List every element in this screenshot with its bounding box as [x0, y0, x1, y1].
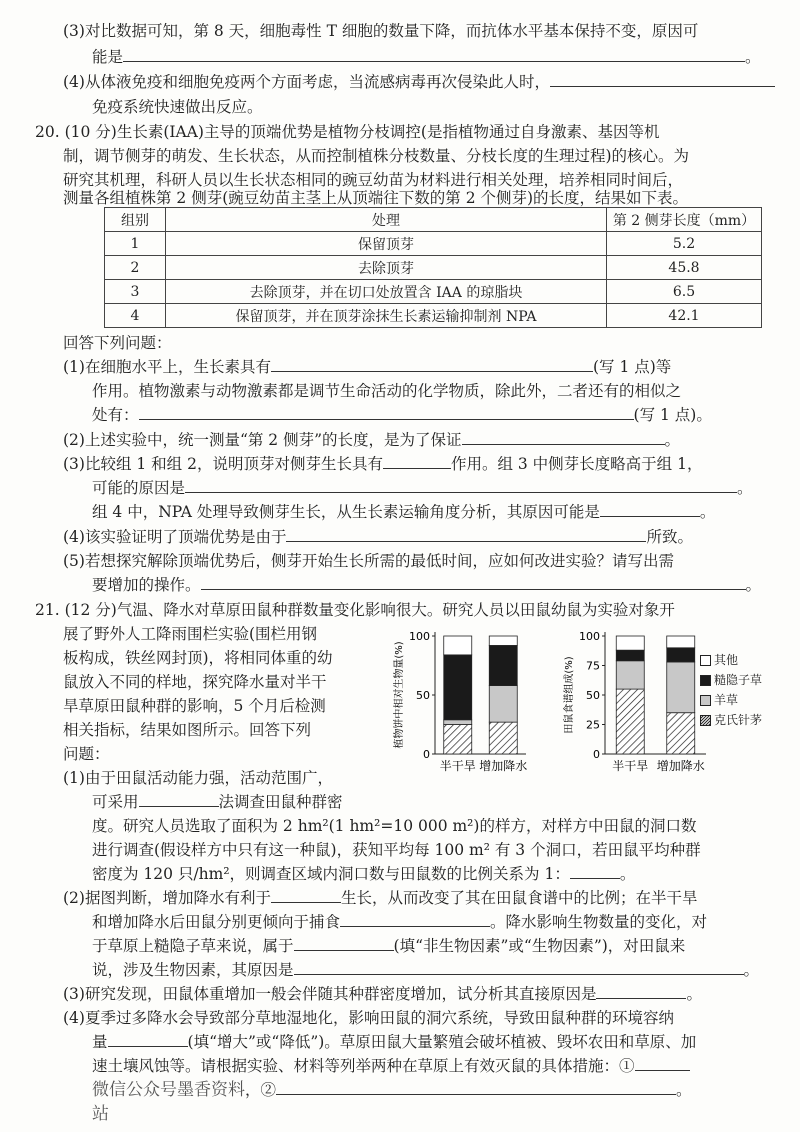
legend-label: 羊草 [714, 693, 739, 707]
x-tick-label: 增加降水 [656, 759, 705, 773]
q20-stem-line2: 制，调节侧芽的萌发、生长状态，从而控制植株分枝数量、分枝长度的生理过程)的核心。为 [63, 147, 690, 165]
q21-4-line2: 量 (填“增大”或“降低”)。草原田鼠大量繁殖会破坏植被、毁坏农田和草原、加 [92, 1033, 697, 1051]
x-tick-label: 半干旱 [612, 759, 649, 773]
y-tick-label: 100 [579, 630, 600, 643]
answer-blank[interactable] [139, 405, 634, 420]
q21-stem-line2: 展了野外人工降雨围栏实验(围栏用钢 [63, 625, 318, 643]
table-cell: 1 [105, 232, 166, 256]
bar-segment [667, 648, 695, 662]
answer-blank[interactable] [139, 792, 219, 807]
y-tick-label: 0 [423, 748, 430, 761]
legend-item [700, 650, 762, 670]
q21-2-line3: 于草原上糙隐子草来说，属于 (填“非生物因素”或“生物因素”)，对田鼠来 [92, 937, 686, 955]
answer-blank[interactable] [570, 864, 620, 879]
table-cell: 45.8 [607, 256, 762, 280]
answer-blank[interactable] [276, 1080, 676, 1095]
y-axis-label: 植物饼中相对生物量(%) [394, 641, 405, 749]
q21-stem-line3: 板构成，铁丝网封顶)，将相同体重的幼 [63, 649, 333, 667]
answer-blank[interactable] [596, 984, 686, 999]
legend-label: 克氏针茅 [714, 713, 763, 727]
answer-blank[interactable] [185, 478, 737, 493]
q21-2-line2: 和增加降水后田鼠分别更倾向于捕食 。降水影响生物数量的变化，对 [92, 913, 708, 931]
bar-segment [444, 655, 472, 720]
y-tick-label: 100 [409, 630, 430, 643]
answer-blank[interactable] [286, 527, 646, 542]
results-table [104, 207, 762, 328]
q21-3: (3)研究发现，田鼠体重增加一般会伴随其种群密度增加，试分析其直接原因是 。 [63, 985, 702, 1003]
q19-3-line2: 能是 。 [92, 48, 761, 66]
answer-blank[interactable] [600, 502, 700, 517]
legend-swatch [700, 695, 711, 706]
answer-blank[interactable] [294, 936, 394, 951]
table-cell: 保留顶芽，并在顶芽涂抹生长素运输抑制剂 NPA [166, 304, 607, 328]
q21-stem-line6: 相关指标，结果如图所示。回答下列 [63, 721, 312, 739]
answer-blank[interactable] [123, 47, 745, 62]
x-tick-label: 增加降水 [479, 759, 528, 773]
table-cell: 3 [105, 280, 166, 304]
answer-blank[interactable] [271, 357, 593, 372]
q20-stem-line3: 研究其机理，科研人员以生长状态相同的豌豆幼苗为材料进行相关处理，培养相同时间后， [63, 171, 684, 189]
answer-blank[interactable] [635, 1056, 690, 1071]
y-tick-label: 0 [593, 748, 600, 761]
table-row [105, 280, 762, 304]
q19-4-line2: 免疫系统快速做出反应。 [92, 98, 263, 116]
q20-3-line1: (3)比较组 1 和组 2，说明顶芽对侧芽生长具有 作用。组 3 中侧芽长度略高于组 1， [63, 455, 703, 473]
q20-1-line1: (1)在细胞水平上，生长素具有 (写 1 点)等 [63, 358, 672, 376]
y-tick-label: 50 [586, 689, 600, 702]
watermark-2: 站 [92, 1104, 109, 1124]
table-cell: 2 [105, 256, 166, 280]
y-tick-label: 25 [586, 718, 600, 732]
bar-segment [616, 636, 644, 650]
q19-3-line1: (3)对比数据可知，第 8 天，细胞毒性 T 细胞的数量下降，而抗体水平基本保持不变，原因可 [63, 22, 699, 40]
table-cell: 保留顶芽 [166, 232, 607, 256]
table-cell: 5.2 [607, 232, 762, 256]
q21-4-line1: (4)夏季过多降水会导致部分草地湿地化，影响田鼠的洞穴系统，导致田鼠种群的环境容纳 [63, 1009, 674, 1027]
x-tick-label: 半干旱 [439, 759, 476, 773]
q20-4: (4)该实验证明了顶端优势是由于 所致。 [63, 528, 693, 546]
q21-1-line3: 度。研究人员选取了面积为 2 hm²(1 hm²=10 000 m²)的样方，对样方中田鼠的洞口数 [92, 817, 697, 835]
y-axis-label: 田鼠食谱组成(%) [564, 656, 575, 734]
answer-blank[interactable] [294, 960, 744, 975]
bar-segment [489, 686, 517, 723]
bar-segment [667, 662, 695, 713]
bar-segment [667, 713, 695, 754]
legend-item [700, 710, 762, 730]
table-cell: 4 [105, 304, 166, 328]
q21-stem-line7: 问题： [63, 745, 110, 763]
bar-segment [444, 636, 472, 655]
q21-1-line2: 可采用 法调查田鼠种群密 [92, 793, 343, 811]
q19-4-line1: (4)从体液免疫和细胞免疫两个方面考虑，当流感病毒再次侵染此人时， [63, 72, 775, 92]
diet-chart [560, 618, 710, 778]
biomass-chart [390, 618, 530, 778]
legend-swatch [700, 715, 711, 726]
table-cell: 去除顶芽 [166, 256, 607, 280]
q20-3-line3: 组 4 中，NPA 处理导致侧芽生长，从生长素运输角度分析，其原因可能是 。 [92, 503, 716, 521]
q20-5-line1: (5)若想探究解除顶端优势后，侧芽开始生长所需的最低时间，应如何改进实验？请写出需 [63, 552, 674, 570]
table-cell: 去除顶芽，并在切口处放置含 IAA 的琼脂块 [166, 280, 607, 304]
y-tick-label: 50 [416, 689, 430, 702]
q21-stem-line5: 旱草原田鼠种群的影响，5 个月后检测 [63, 697, 326, 715]
chart-legend [700, 650, 762, 730]
q21-2-line1: (2)据图判断，增加降水有利于 生长，从而改变了其在田鼠食谱中的比例；在半干旱 [63, 889, 698, 907]
q20-answer-intro: 回答下列问题： [63, 334, 172, 352]
table-cell: 6.5 [607, 280, 762, 304]
header-cell: 组别 [105, 208, 166, 232]
q20-5-line2: 要增加的操作。 。 [92, 576, 762, 594]
bar-segment [489, 722, 517, 754]
answer-blank[interactable] [462, 430, 665, 445]
q21-1-line5: 密度为 120 只/hm²，则调查区域内洞口数与田鼠数的比例关系为 1： 。 [92, 865, 636, 883]
table-header-row [105, 208, 762, 232]
q21-4-line3: 速土壤风蚀等。请根据实验、材料等列举两种在草原上有效灭鼠的具体措施：① [92, 1056, 690, 1076]
legend-label: 糙隐子草 [714, 673, 763, 687]
bar-segment [616, 689, 644, 754]
answer-blank[interactable] [108, 1032, 188, 1047]
legend-swatch [700, 655, 711, 666]
q21-stem-line1: 21. (12 分)气温、降水对草原田鼠种群数量变化影响很大。研究人员以田鼠幼鼠为实验对象开 [35, 601, 675, 619]
bar-segment [489, 636, 517, 645]
bar-segment [444, 720, 472, 725]
y-tick-label: 75 [586, 659, 600, 673]
q20-stem-line4: 测量各组植株第 2 侧芽(豌豆幼苗主茎上从顶端往下数的第 2 个侧芽)的长度，结果如下表。 [63, 189, 689, 207]
q21-1-line1: (1)由于田鼠活动能力强，活动范围广， [63, 769, 333, 787]
legend-item [700, 690, 762, 710]
table-cell: 42.1 [607, 304, 762, 328]
answer-blank[interactable] [271, 888, 341, 903]
answer-blank[interactable] [201, 575, 746, 590]
bar-segment [489, 645, 517, 685]
answer-blank[interactable] [383, 454, 451, 469]
q20-stem-line1: 20. (10 分)生长素(IAA)主导的顶端优势是植物分枝调控(是指植物通过自身激素、基因等机 [35, 123, 660, 141]
q21-4-line4: 微信公众号墨香资料，② 。 [92, 1080, 692, 1100]
bar-segment [444, 725, 472, 755]
legend-item [700, 670, 762, 690]
watermark: 微信公众号墨香资料 [92, 1080, 245, 1100]
q21-stem-line4: 鼠放入不同的样地，探究降水量对半干 [63, 673, 327, 691]
q20-3-line2: 可能的原因是 。 [92, 479, 753, 497]
q20-1-line2: 作用。植物激素与动物激素都是调节生命活动的化学物质，除此外，二者还有的相似之 [92, 382, 682, 400]
legend-swatch [700, 675, 711, 686]
q21-2-line4: 说，涉及生物因素，其原因是 。 [92, 961, 760, 979]
header-cell: 第 2 侧芽长度（mm） [607, 208, 762, 232]
q21-1-line4: 进行调查(假设样方中只有这一种鼠)，获知平均每 100 m² 有 3 个洞口，若田鼠平均种群 [92, 841, 701, 859]
bar-segment [616, 650, 644, 661]
table-row [105, 232, 762, 256]
q20-2: (2)上述实验中，统一测量“第 2 侧芽”的长度，是为了保证 。 [63, 431, 681, 449]
answer-blank[interactable] [550, 72, 775, 87]
bar-segment [667, 636, 695, 648]
answer-blank[interactable] [340, 912, 490, 927]
bar-segment [616, 661, 644, 689]
header-cell: 处理 [166, 208, 607, 232]
q20-1-line3: 处有： (写 1 点)。 [92, 406, 712, 424]
table-row [105, 256, 762, 280]
table-row [105, 304, 762, 328]
legend-label: 其他 [714, 653, 739, 667]
